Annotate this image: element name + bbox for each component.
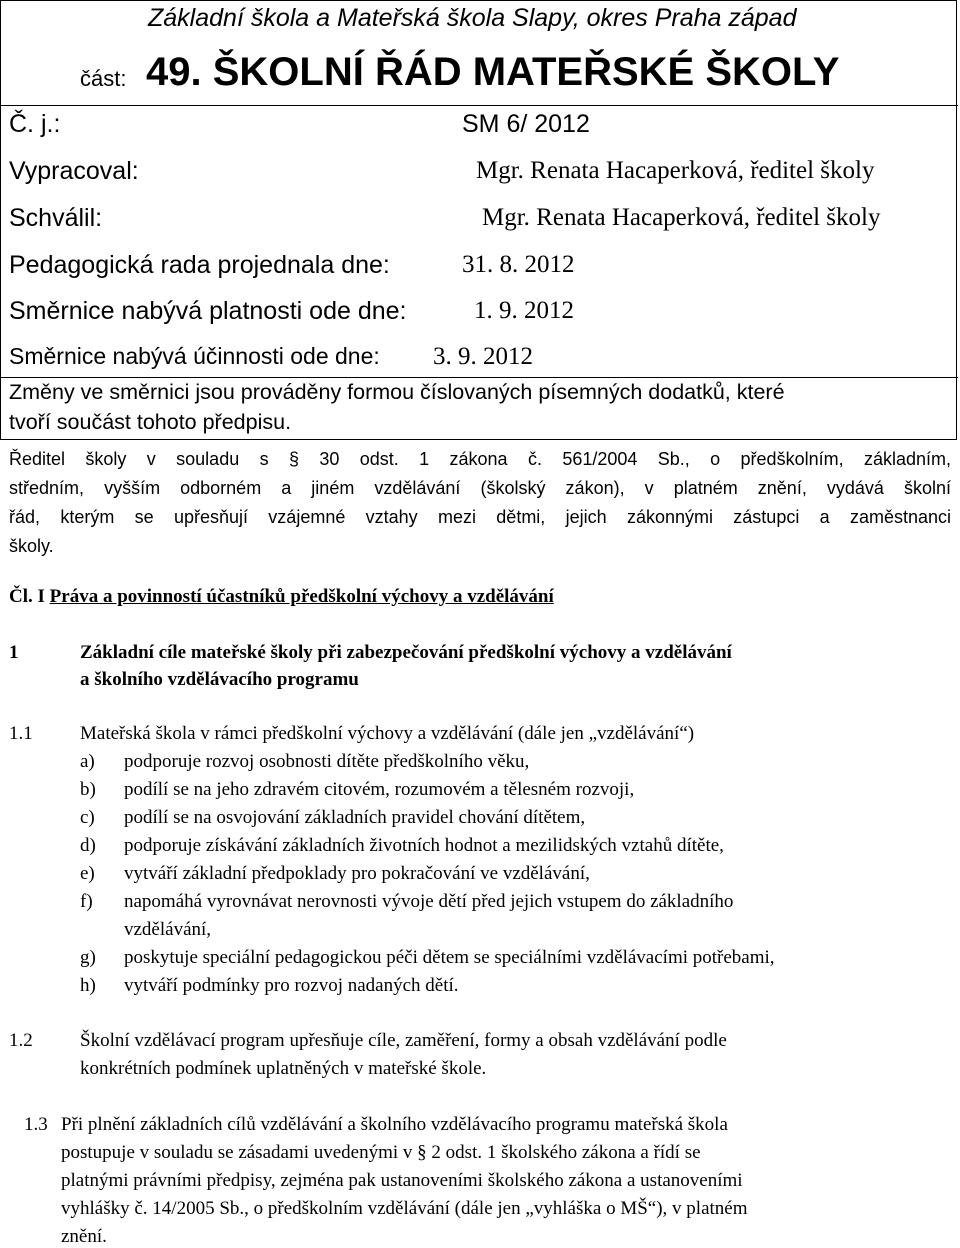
list-item-text: poskytuje speciální pedagogickou péči dětem se speciálními vzdělávacími potřebami, bbox=[124, 947, 775, 968]
section-title-line: a školního vzdělávacího programu bbox=[80, 669, 359, 690]
list-item-text: podílí se na osvojování základních pravidel chování dítětem, bbox=[124, 807, 586, 828]
intro-line: středním, vyšším odborném a jiném vzdělávání (školský zákon), v platném znění, vydává školní bbox=[9, 478, 951, 498]
clause-text-line: postupuje v souladu se zásadami uvedenými v § 2 odst. 1 školského zákona a řídí se bbox=[61, 1142, 701, 1163]
list-item-letter: a) bbox=[80, 751, 95, 772]
header-divider bbox=[1, 105, 958, 106]
article-title: Práva a povinností účastníků předškolní výchovy a vzdělávání bbox=[49, 586, 554, 607]
part-label: část: bbox=[80, 66, 127, 91]
article-heading bbox=[9, 586, 554, 608]
prepared-by-value: Mgr. Renata Hacaperková, ředitel školy bbox=[476, 157, 875, 184]
validity-date-value: 1. 9. 2012 bbox=[474, 297, 574, 324]
clause-text-line: konkrétních podmínek uplatněných v mateřské škole. bbox=[80, 1058, 487, 1079]
changes-note-line: tvoří součást tohoto předpisu. bbox=[9, 410, 292, 434]
article-prefix: Čl. I bbox=[9, 586, 45, 607]
clause-text-line: vyhlášky č. 14/2005 Sb., o předškolním vzdělávání (dále jen „vyhláška o MŠ“), v platném bbox=[61, 1198, 748, 1219]
list-item-text: podílí se na jeho zdravém citovém, rozumovém a tělesném rozvoji, bbox=[124, 779, 635, 800]
header-divider bbox=[1, 377, 958, 378]
section-number: 1 bbox=[9, 642, 19, 663]
prepared-by-label: Vypracoval: bbox=[9, 157, 139, 185]
intro-line: Ředitel školy v souladu s § 30 odst. 1 zákona č. 561/2004 Sb., o předškolním, základním, bbox=[9, 449, 951, 469]
effect-date-value: 3. 9. 2012 bbox=[433, 343, 533, 370]
list-item-letter: f) bbox=[80, 891, 93, 912]
school-name: Základní škola a Mateřská škola Slapy, okres Praha západ bbox=[148, 4, 797, 32]
changes-note-line: Změny ve směrnici jsou prováděny formou číslovaných písemných dodatků, které bbox=[9, 380, 785, 404]
intro-line: školy. bbox=[9, 536, 54, 556]
list-item-text: vytváří podmínky pro rozvoj nadaných dětí. bbox=[124, 975, 459, 996]
clause-text: Mateřská škola v rámci předškolní výchovy a vzdělávání (dále jen „vzdělávání“) bbox=[80, 723, 695, 744]
intro-line: řád, kterým se upřesňují vzájemné vztahy mezi dětmi, jejich zákonnými zástupci a zaměstnanci bbox=[9, 507, 951, 527]
clause-number: 1.1 bbox=[9, 723, 33, 744]
council-date-value: 31. 8. 2012 bbox=[462, 251, 575, 278]
list-item-letter: h) bbox=[80, 975, 96, 996]
list-item-letter: b) bbox=[80, 779, 96, 800]
effect-date-label: Směrnice nabývá účinnosti ode dne: bbox=[9, 343, 380, 369]
list-item-text: podporuje získávání základních životních hodnot a mezilidských vztahů dítěte, bbox=[124, 835, 724, 856]
intro-paragraph bbox=[9, 445, 951, 561]
list-item-text: napomáhá vyrovnávat nerovnosti vývoje dětí před jejich vstupem do základního bbox=[124, 891, 734, 912]
list-item-letter: g) bbox=[80, 947, 96, 968]
list-item-letter: c) bbox=[80, 807, 95, 828]
council-date-label: Pedagogická rada projednala dne: bbox=[9, 251, 390, 279]
list-item-letter: e) bbox=[80, 863, 95, 884]
clause-text-line: platnými právními předpisy, zejména pak ustanoveními školského zákona a ustanoveními bbox=[61, 1170, 743, 1191]
list-item-text: podporuje rozvoj osobnosti dítěte předškolního věku, bbox=[124, 751, 530, 772]
validity-date-label: Směrnice nabývá platnosti ode dne: bbox=[9, 297, 407, 325]
section-title-line: Základní cíle mateřské školy při zabezpečování předškolní výchovy a vzdělávání bbox=[80, 642, 732, 663]
clause-number: 1.2 bbox=[9, 1030, 33, 1051]
document-title: 49. ŠKOLNÍ ŘÁD MATEŘSKÉ ŠKOLY bbox=[146, 50, 840, 94]
approved-by-label: Schválil: bbox=[9, 204, 103, 232]
list-item-text: vzdělávání, bbox=[124, 919, 212, 940]
reference-label: Č. j.: bbox=[9, 110, 61, 138]
list-item-letter: d) bbox=[80, 835, 96, 856]
clause-text-line: Školní vzdělávací program upřesňuje cíle, zaměření, formy a obsah vzdělávání podle bbox=[80, 1030, 727, 1051]
clause-text-line: Při plnění základních cílů vzdělávání a školního vzdělávacího programu mateřská škola bbox=[61, 1114, 728, 1135]
clause-text-line: znění. bbox=[61, 1226, 107, 1247]
clause-number: 1.3 bbox=[24, 1114, 48, 1135]
reference-value: SM 6/ 2012 bbox=[462, 110, 590, 138]
list-item-text: vytváří základní předpoklady pro pokračování ve vzdělávání, bbox=[124, 863, 590, 884]
approved-by-value: Mgr. Renata Hacaperková, ředitel školy bbox=[482, 204, 881, 231]
